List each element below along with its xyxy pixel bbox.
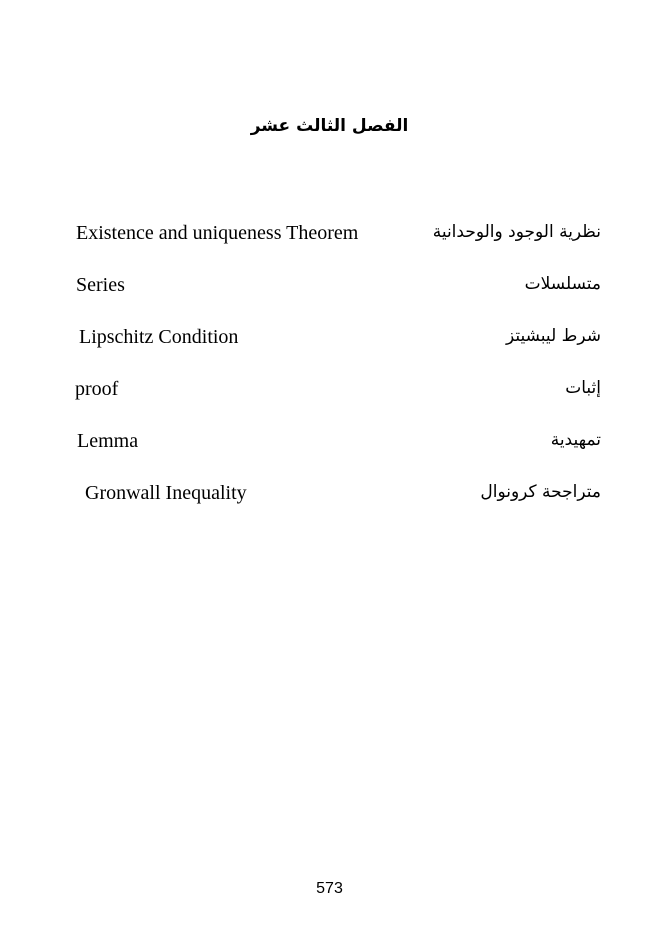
arabic-term: متسلسلات — [524, 274, 601, 294]
chapter-title: الفصل الثالث عشر — [250, 116, 409, 136]
arabic-term: متراجحة كرونوال — [480, 482, 601, 502]
english-term: Series — [76, 274, 125, 296]
arabic-term: نظرية الوجود والوحدانية — [432, 222, 601, 242]
glossary-row — [0, 222, 659, 274]
english-term: Existence and uniqueness Theorem — [76, 222, 359, 244]
english-term: Gronwall Inequality — [85, 482, 247, 504]
glossary-row — [0, 326, 659, 378]
glossary-row — [0, 430, 659, 482]
english-term: Lipschitz Condition — [79, 326, 239, 348]
glossary-row — [0, 482, 659, 534]
glossary-row — [0, 274, 659, 326]
arabic-term: إثبات — [565, 378, 601, 398]
glossary-list — [0, 222, 659, 534]
english-term: proof — [75, 378, 119, 400]
arabic-term: تمهيدية — [550, 430, 601, 450]
english-term: Lemma — [77, 430, 139, 452]
page-number: 573 — [316, 880, 343, 897]
arabic-term: شرط ليبشيتز — [506, 326, 601, 346]
glossary-row — [0, 378, 659, 430]
